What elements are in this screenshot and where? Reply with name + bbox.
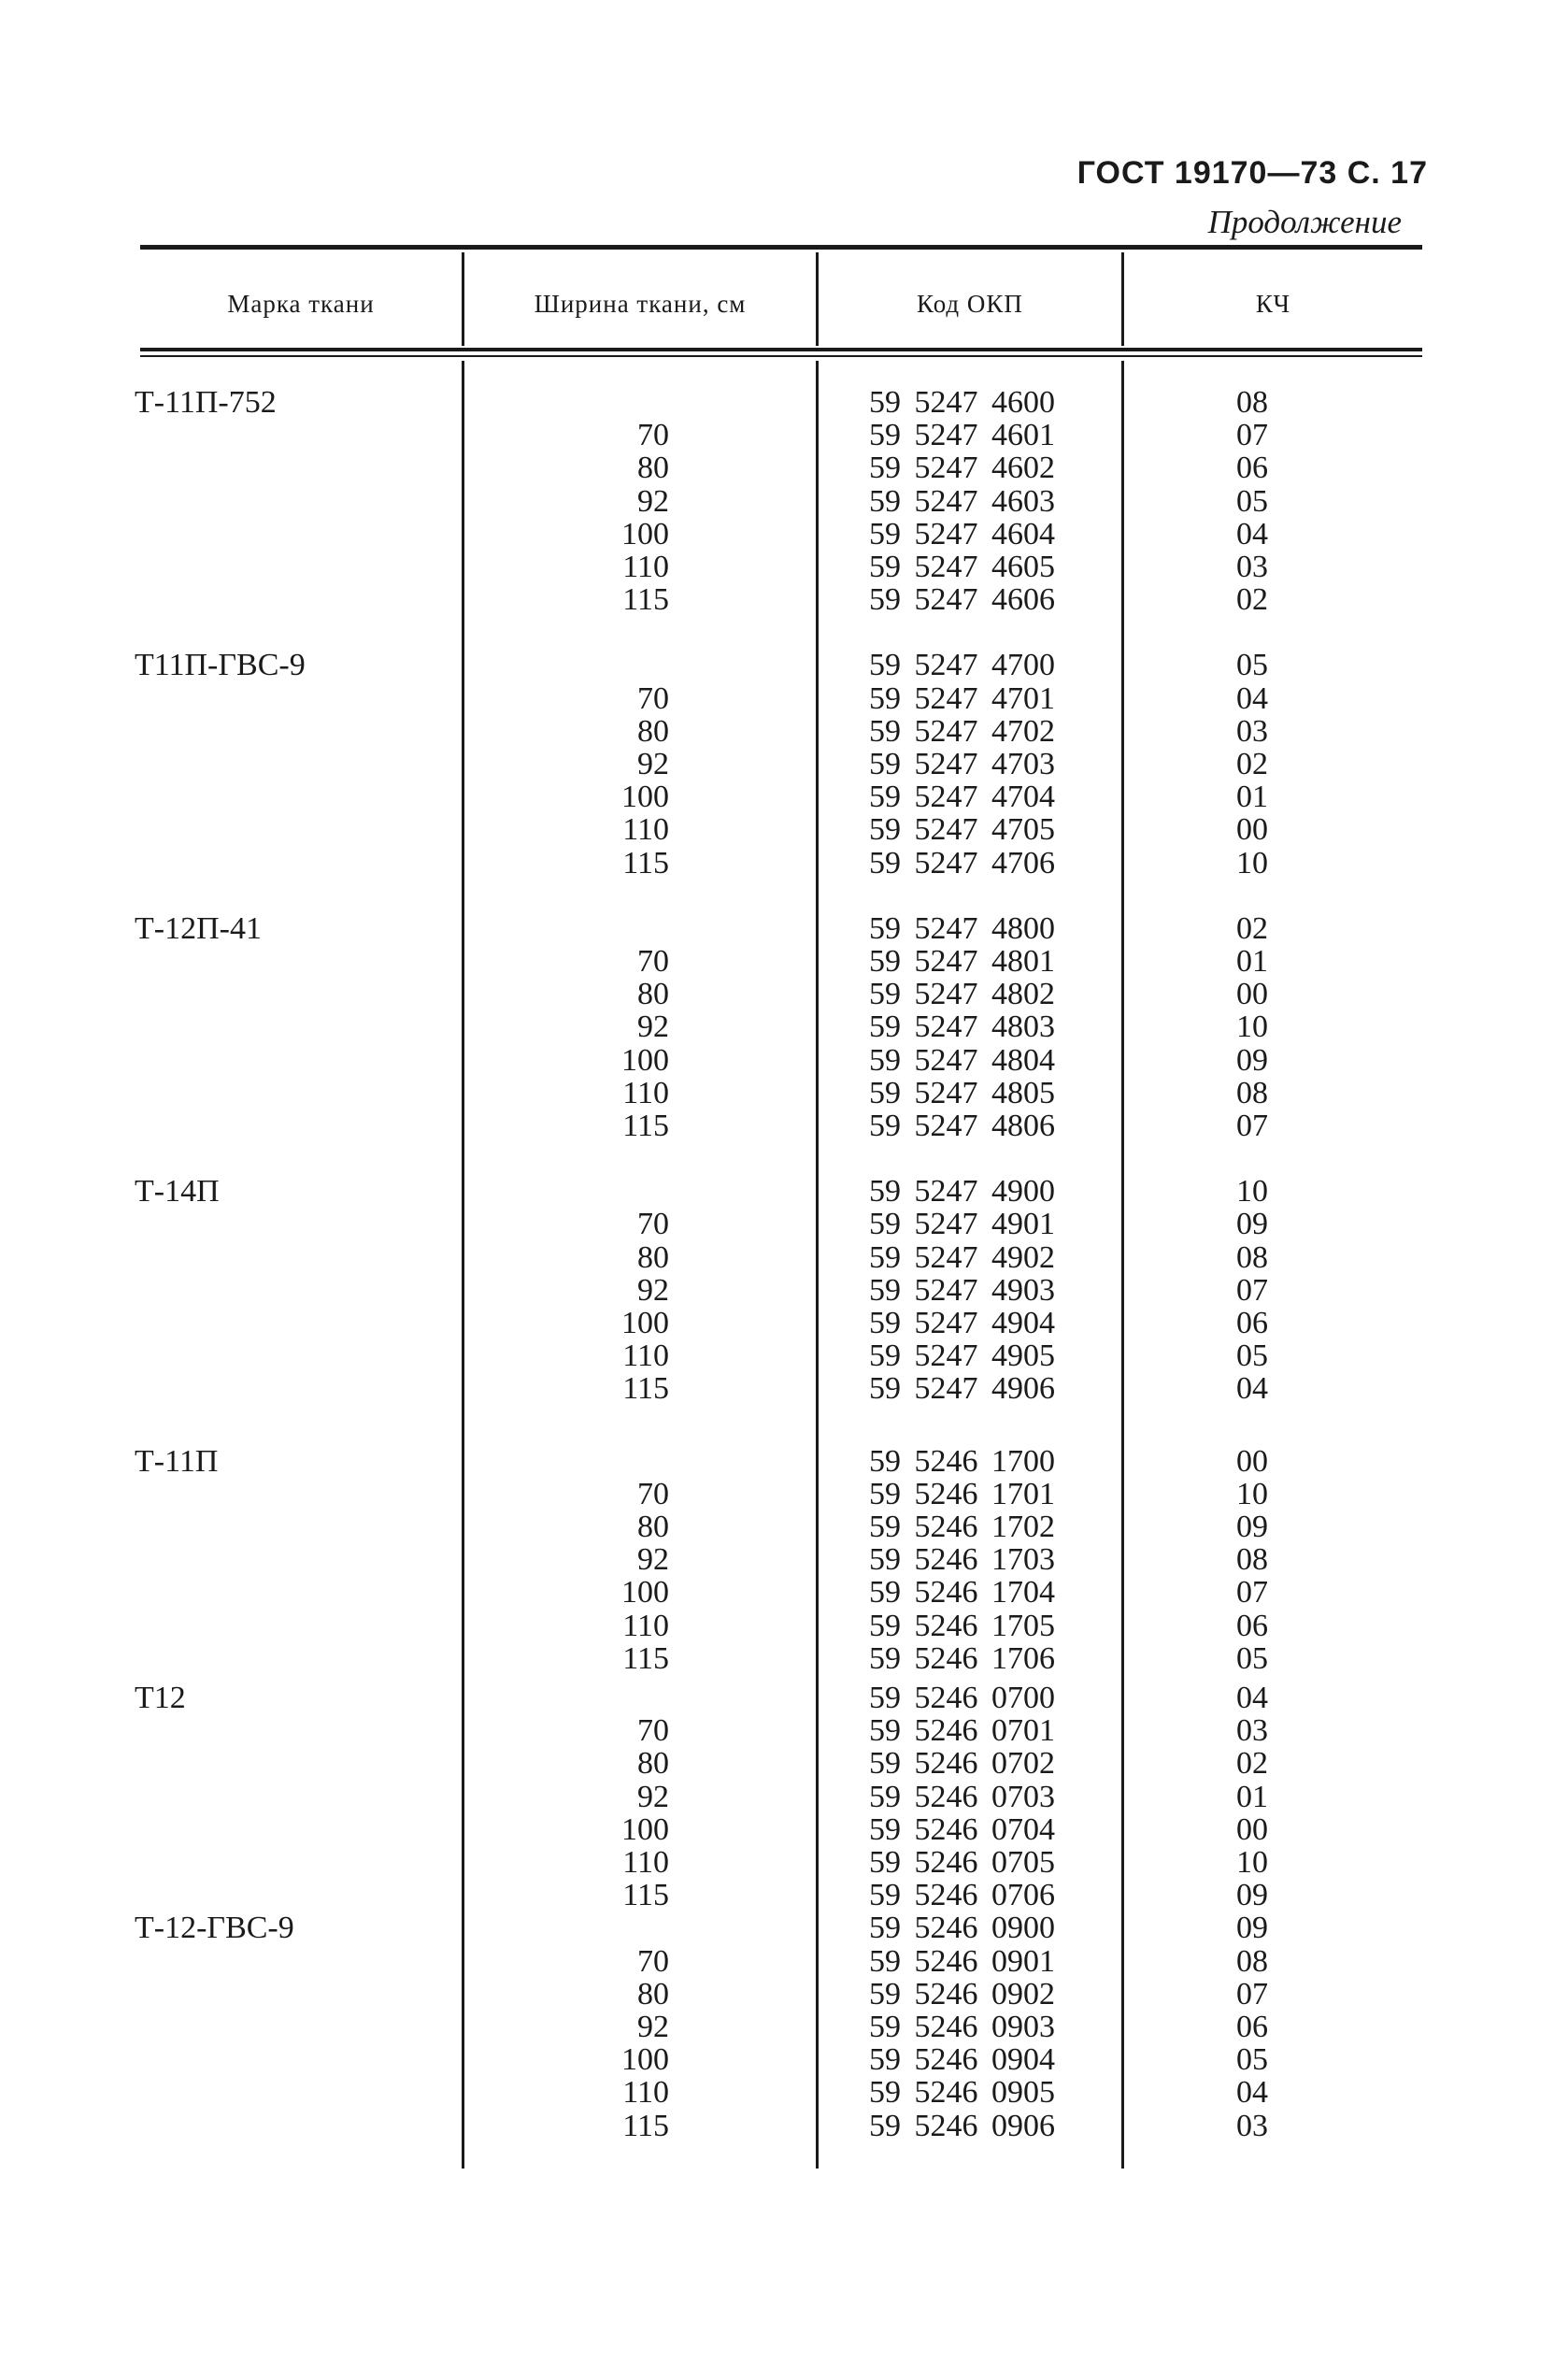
table-row	[0, 978, 1568, 1010]
table-row	[0, 1978, 1568, 2011]
table-row	[0, 1682, 1568, 1714]
table-row	[0, 1642, 1568, 1675]
kch-value: 00	[1236, 1444, 1268, 1479]
table-row	[0, 518, 1568, 551]
fabric-width: 110	[622, 1338, 669, 1373]
okp-code: 59 5246 0703	[869, 1780, 1055, 1814]
table-row	[0, 780, 1568, 813]
okp-code: 59 5247 4605	[869, 550, 1055, 584]
table-row	[0, 2043, 1568, 2076]
okp-code: 59 5247 4606	[869, 582, 1055, 617]
table-row	[0, 1714, 1568, 1747]
table-row	[0, 1445, 1568, 1478]
table-row	[0, 1911, 1568, 1944]
kch-value: 09	[1236, 1878, 1268, 1912]
okp-code: 59 5246 0905	[869, 2075, 1055, 2110]
fabric-mark: Т12	[135, 1681, 186, 1715]
fabric-width: 115	[622, 1371, 669, 1406]
okp-code: 59 5246 0903	[869, 2010, 1055, 2044]
okp-code: 59 5247 4801	[869, 944, 1055, 979]
fabric-width: 70	[637, 1207, 669, 1241]
continuation-label: Продолжение	[1207, 204, 1402, 240]
fabric-width: 92	[637, 1009, 669, 1044]
table-row	[0, 451, 1568, 484]
fabric-width: 110	[622, 1845, 669, 1880]
okp-code: 59 5247 4802	[869, 977, 1055, 1011]
kch-value: 03	[1236, 1713, 1268, 1748]
okp-code: 59 5247 4706	[869, 846, 1055, 880]
okp-code: 59 5246 0904	[869, 2042, 1055, 2077]
kch-value: 05	[1236, 1338, 1268, 1373]
table-row	[0, 748, 1568, 780]
table-row	[0, 1077, 1568, 1109]
kch-value: 07	[1236, 1977, 1268, 2011]
okp-code: 59 5246 1704	[869, 1575, 1055, 1610]
kch-value: 08	[1236, 1240, 1268, 1275]
fabric-width: 80	[637, 1510, 669, 1544]
table-row	[0, 1372, 1568, 1405]
fabric-mark: Т-12-ГВС-9	[135, 1911, 294, 1945]
kch-value: 06	[1236, 451, 1268, 485]
okp-code: 59 5246 1705	[869, 1609, 1055, 1643]
fabric-width: 110	[622, 550, 669, 584]
fabric-width: 70	[637, 1477, 669, 1511]
fabric-mark: Т11П-ГВС-9	[135, 648, 306, 682]
fabric-width: 100	[621, 2042, 669, 2077]
table-row	[0, 1879, 1568, 1911]
kch-value: 07	[1236, 1575, 1268, 1610]
okp-code: 59 5246 0700	[869, 1681, 1055, 1715]
okp-code: 59 5247 4904	[869, 1306, 1055, 1340]
fabric-width: 92	[637, 1542, 669, 1577]
kch-value: 04	[1236, 1681, 1268, 1715]
fabric-width: 110	[622, 1609, 669, 1643]
kch-value: 03	[1236, 714, 1268, 749]
kch-value: 09	[1236, 1510, 1268, 1544]
table-row	[0, 485, 1568, 518]
okp-code: 59 5247 4700	[869, 648, 1055, 682]
fabric-width: 80	[637, 1977, 669, 2011]
table-row	[0, 2011, 1568, 2043]
table-row	[0, 912, 1568, 945]
kch-value: 03	[1236, 2109, 1268, 2143]
kch-value: 10	[1236, 1845, 1268, 1880]
okp-code: 59 5246 1706	[869, 1641, 1055, 1676]
fabric-width: 70	[637, 418, 669, 452]
table-row	[0, 1781, 1568, 1813]
fabric-mark: Т-12П-41	[135, 911, 262, 946]
okp-code: 59 5247 4600	[869, 385, 1055, 420]
fabric-width: 100	[621, 780, 669, 814]
table-row	[0, 813, 1568, 846]
table-row	[0, 1747, 1568, 1780]
okp-code: 59 5246 1701	[869, 1477, 1055, 1511]
okp-code: 59 5247 4604	[869, 517, 1055, 551]
kch-value: 02	[1236, 582, 1268, 617]
okp-code: 59 5246 1703	[869, 1542, 1055, 1577]
table-row	[0, 386, 1568, 419]
kch-value: 09	[1236, 1043, 1268, 1078]
kch-value: 10	[1236, 1174, 1268, 1209]
fabric-width: 110	[622, 2075, 669, 2110]
table-row	[0, 1010, 1568, 1043]
okp-code: 59 5246 1700	[869, 1444, 1055, 1479]
fabric-width: 110	[622, 812, 669, 847]
kch-value: 01	[1236, 780, 1268, 814]
table-row	[0, 1109, 1568, 1142]
fabric-width: 115	[622, 582, 669, 617]
fabric-width: 100	[621, 1575, 669, 1610]
column-header-mark: Марка ткани	[227, 290, 375, 318]
table-row	[0, 682, 1568, 715]
kch-value: 05	[1236, 1641, 1268, 1676]
table-row	[0, 1044, 1568, 1077]
kch-value: 05	[1236, 2042, 1268, 2077]
kch-value: 02	[1236, 1746, 1268, 1781]
table-row	[0, 847, 1568, 880]
table-row	[0, 1813, 1568, 1846]
table-row	[0, 583, 1568, 616]
kch-value: 00	[1236, 977, 1268, 1011]
kch-value: 04	[1236, 517, 1268, 551]
kch-value: 10	[1236, 846, 1268, 880]
okp-code: 59 5247 4703	[869, 747, 1055, 781]
kch-value: 01	[1236, 1780, 1268, 1814]
kch-value: 10	[1236, 1009, 1268, 1044]
okp-code: 59 5246 0902	[869, 1977, 1055, 2011]
kch-value: 05	[1236, 484, 1268, 519]
okp-code: 59 5246 0701	[869, 1713, 1055, 1748]
okp-code: 59 5247 4900	[869, 1174, 1055, 1209]
okp-code: 59 5247 4906	[869, 1371, 1055, 1406]
fabric-mark: Т-14П	[135, 1174, 220, 1209]
okp-code: 59 5247 4702	[869, 714, 1055, 749]
kch-value: 08	[1236, 1076, 1268, 1110]
fabric-mark: Т-11П-752	[135, 385, 277, 420]
fabric-width: 115	[622, 2109, 669, 2143]
fabric-width: 80	[637, 1240, 669, 1275]
fabric-width: 100	[621, 1306, 669, 1340]
table-row	[0, 1339, 1568, 1372]
okp-code: 59 5247 4804	[869, 1043, 1055, 1078]
page-header: ГОСТ 19170—73 С. 17	[1076, 155, 1428, 191]
kch-value: 02	[1236, 747, 1268, 781]
table-row	[0, 551, 1568, 583]
okp-code: 59 5247 4704	[869, 780, 1055, 814]
okp-code: 59 5247 4602	[869, 451, 1055, 485]
fabric-width: 100	[621, 1812, 669, 1847]
kch-value: 02	[1236, 911, 1268, 946]
kch-value: 09	[1236, 1207, 1268, 1241]
kch-value: 08	[1236, 385, 1268, 420]
okp-code: 59 5247 4903	[869, 1273, 1055, 1308]
okp-code: 59 5247 4803	[869, 1009, 1055, 1044]
okp-code: 59 5246 0906	[869, 2109, 1055, 2143]
table-row	[0, 1543, 1568, 1576]
column-header-width: Ширина ткани, см	[534, 290, 747, 318]
okp-code: 59 5246 0702	[869, 1746, 1055, 1781]
table-row	[0, 1945, 1568, 1978]
table-row	[0, 1478, 1568, 1510]
column-header-kch: КЧ	[1255, 290, 1291, 318]
okp-code: 59 5246 0901	[869, 1944, 1055, 1979]
kch-value: 07	[1236, 1109, 1268, 1143]
fabric-width: 70	[637, 1944, 669, 1979]
table-row	[0, 2110, 1568, 2142]
okp-code: 59 5246 0704	[869, 1812, 1055, 1847]
fabric-mark: Т-11П	[135, 1444, 219, 1479]
table-row	[0, 649, 1568, 681]
fabric-width: 115	[622, 1109, 669, 1143]
kch-value: 04	[1236, 2075, 1268, 2110]
table-row	[0, 419, 1568, 451]
fabric-width: 92	[637, 484, 669, 519]
fabric-width: 80	[637, 714, 669, 749]
fabric-width: 115	[622, 1878, 669, 1912]
fabric-width: 92	[637, 747, 669, 781]
kch-value: 08	[1236, 1944, 1268, 1979]
fabric-width: 110	[622, 1076, 669, 1110]
table-row	[0, 1208, 1568, 1240]
table-row	[0, 1274, 1568, 1307]
table-row	[0, 1307, 1568, 1339]
okp-code: 59 5246 0706	[869, 1878, 1055, 1912]
okp-code: 59 5247 4805	[869, 1076, 1055, 1110]
okp-code: 59 5247 4603	[869, 484, 1055, 519]
fabric-width: 80	[637, 1746, 669, 1781]
okp-code: 59 5247 4905	[869, 1338, 1055, 1373]
okp-code: 59 5247 4701	[869, 681, 1055, 716]
kch-value: 06	[1236, 1306, 1268, 1340]
fabric-width: 115	[622, 846, 669, 880]
kch-value: 08	[1236, 1542, 1268, 1577]
kch-value: 07	[1236, 418, 1268, 452]
column-header-code: Код ОКП	[917, 290, 1023, 318]
table-row	[0, 1610, 1568, 1642]
table-row	[0, 945, 1568, 978]
table-row	[0, 1510, 1568, 1543]
fabric-width: 70	[637, 681, 669, 716]
okp-code: 59 5247 4800	[869, 911, 1055, 946]
kch-value: 04	[1236, 1371, 1268, 1406]
kch-value: 03	[1236, 550, 1268, 584]
okp-code: 59 5246 0900	[869, 1911, 1055, 1945]
kch-value: 01	[1236, 944, 1268, 979]
table-row	[0, 1175, 1568, 1208]
fabric-width: 100	[621, 517, 669, 551]
kch-value: 07	[1236, 1273, 1268, 1308]
okp-code: 59 5247 4901	[869, 1207, 1055, 1241]
okp-code: 59 5246 0705	[869, 1845, 1055, 1880]
okp-code: 59 5247 4806	[869, 1109, 1055, 1143]
fabric-width: 92	[637, 1273, 669, 1308]
okp-code: 59 5246 1702	[869, 1510, 1055, 1544]
kch-value: 10	[1236, 1477, 1268, 1511]
kch-value: 05	[1236, 648, 1268, 682]
fabric-width: 70	[637, 1713, 669, 1748]
table-row	[0, 1576, 1568, 1609]
fabric-width: 80	[637, 977, 669, 1011]
okp-code: 59 5247 4902	[869, 1240, 1055, 1275]
kch-value: 06	[1236, 1609, 1268, 1643]
fabric-width: 100	[621, 1043, 669, 1078]
fabric-width: 80	[637, 451, 669, 485]
kch-value: 06	[1236, 2010, 1268, 2044]
okp-code: 59 5247 4705	[869, 812, 1055, 847]
fabric-width: 92	[637, 1780, 669, 1814]
fabric-width: 70	[637, 944, 669, 979]
okp-code: 59 5247 4601	[869, 418, 1055, 452]
table-row	[0, 1846, 1568, 1879]
table-row	[0, 715, 1568, 748]
fabric-width: 115	[622, 1641, 669, 1676]
kch-value: 09	[1236, 1911, 1268, 1945]
table-row	[0, 2076, 1568, 2109]
kch-value: 04	[1236, 681, 1268, 716]
kch-value: 00	[1236, 1812, 1268, 1847]
fabric-width: 92	[637, 2010, 669, 2044]
table-row	[0, 1241, 1568, 1274]
kch-value: 00	[1236, 812, 1268, 847]
